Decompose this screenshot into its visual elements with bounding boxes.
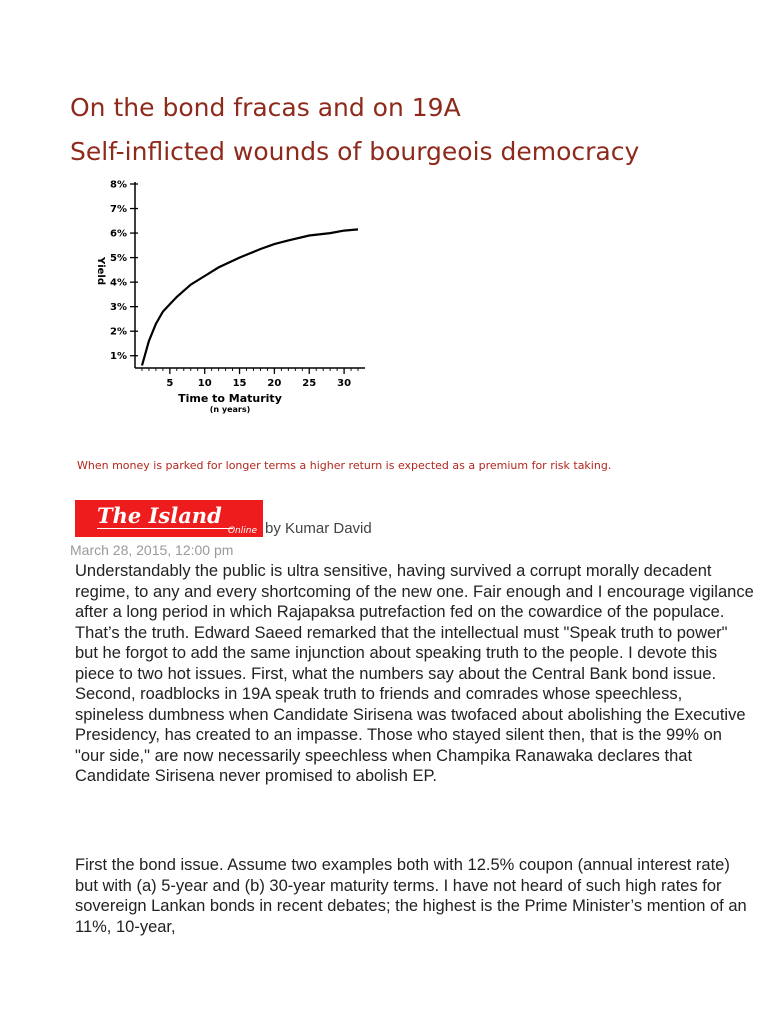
y-tick-label: 5% [110,253,127,265]
chart-axes [135,182,365,368]
paragraph-1: Understandably the public is ultra sensitive, having survived a corrupt morally decadent regime, to any and every shortcoming of the new one. Fair enough and I encourage vigilance after a long period in which Rajapaksa putrefaction fed on the cowardice of the populace. That’s the truth. Edward Saeed remarked that the intellectual must "Speak truth to power" but he forgot to add the same injunction about speaking truth to the people. I devote this piece to two hot issues. First, what the numbers say about the Central Bank bond issue. Second, roadblocks in 19A speak truth to friends and comrades whose speechless, spineless dumbness when Candidate Sirisena was twofaced about abolishing the Executive Presidency, has created to an impasse. Those who stayed silent then, that is the 99% on "our side," are now necessarily speechless when Champika Ranawaka declares that Candidate Sirisena never promised to abolish EP. [75,562,754,785]
y-tick-label: 2% [110,326,127,338]
article-title-line-2: Self-inflicted wounds of bourgeois democracy [70,137,640,166]
paragraph-2: First the bond issue. Assume two examples both with 12.5% coupon (annual interest rate) but with (a) 5-year and (b) 30-year maturity terms. I have not heard of such high rates for sovereign Lankan bonds in recent debates; the highest is the Prime Minister’s mention of an 11%, 10-year, [75,856,747,936]
x-tick-label: 30 [337,378,352,389]
y-tick-label: 1% [110,351,127,363]
y-tick-label: 7% [110,204,127,216]
y-tick-label: 6% [110,228,127,240]
x-tick-label: 15 [232,378,247,389]
yield-curve-chart [80,176,380,426]
byline: by Kumar David [265,520,372,537]
x-tick-label: 10 [197,378,212,389]
the-island-logo[interactable] [75,500,263,537]
x-axis-sublabel: (n years) [209,405,251,414]
article-title-line-1: On the bond fracas and on 19A [70,93,461,122]
y-tick-label: 4% [110,277,127,289]
chart-caption: When money is parked for longer terms a higher return is expected as a premium for risk taking. [77,459,612,472]
x-tick-label: 5 [166,378,174,389]
y-axis-label: Yield [95,256,106,286]
publish-date: March 28, 2015, 12:00 pm [70,542,234,558]
x-axis-label: Time to Maturity [178,392,282,405]
series-line [142,229,358,365]
logo-wordmark: The Island [97,503,222,528]
chart-ticks [110,180,358,390]
y-tick-label: 3% [110,302,127,314]
logo-sub-label: Online [227,526,257,536]
y-tick-label: 8% [110,179,127,191]
x-tick-label: 25 [302,378,317,389]
logo-underline [97,528,233,529]
x-tick-label: 20 [267,378,282,389]
